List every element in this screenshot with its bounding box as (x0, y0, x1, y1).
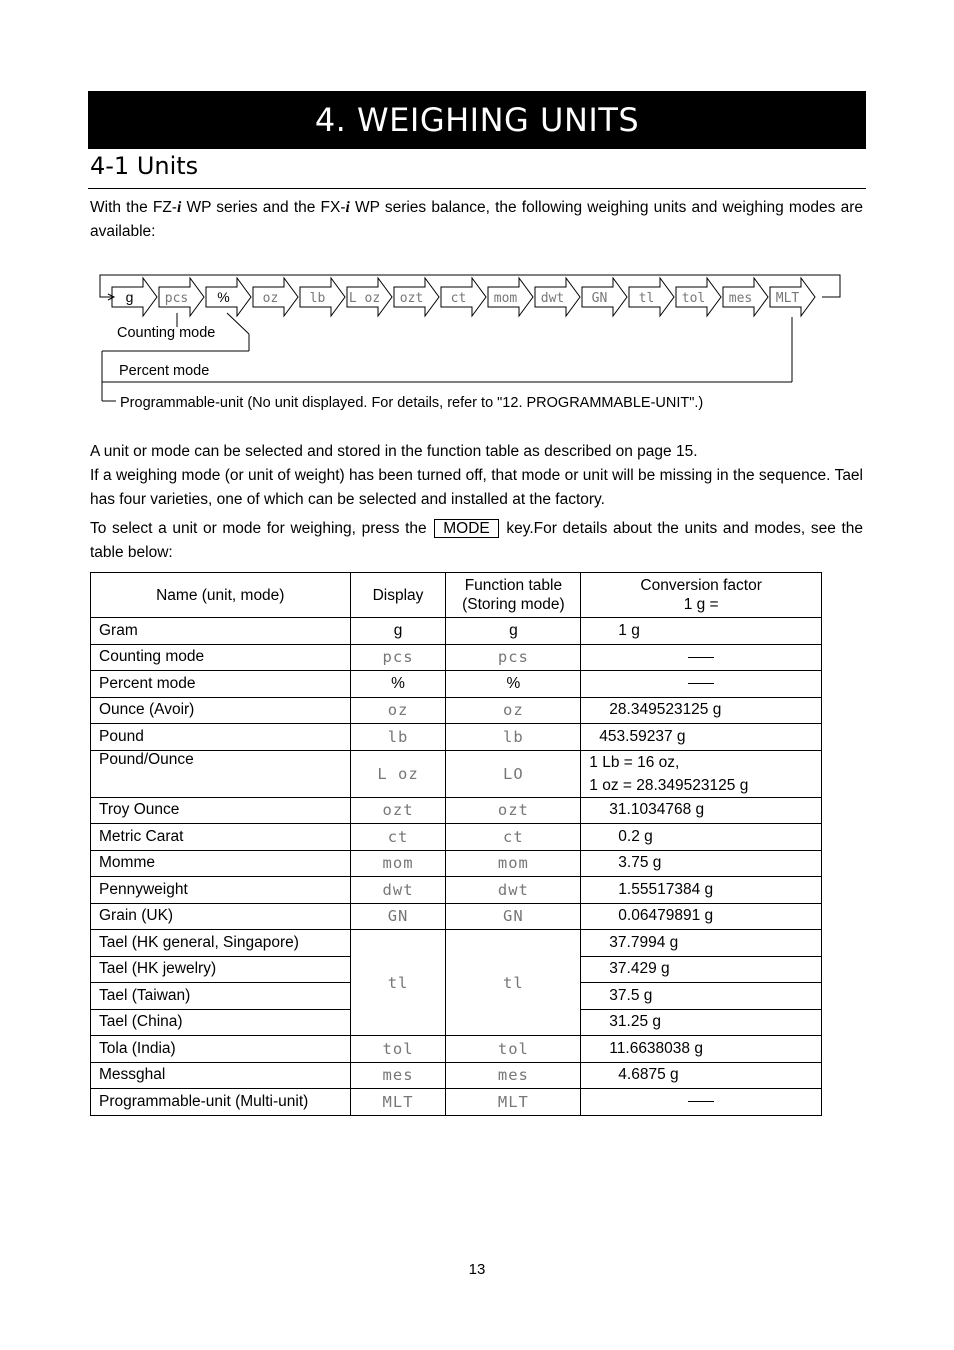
unit-label: ozt (399, 291, 424, 306)
dash-icon (688, 1101, 714, 1102)
unit-name-cell: Counting mode (91, 644, 351, 671)
intro-text-2: WP series and the FX- (181, 199, 346, 216)
table-row (91, 1089, 822, 1116)
conversion-cell: 11.6638038 g (581, 1036, 822, 1063)
function-cell: oz (446, 697, 581, 724)
unit-name-cell: Metric Carat (91, 824, 351, 851)
display-cell: tol (350, 1036, 446, 1063)
function-cell: g (446, 618, 581, 645)
conversion-cell: 453.59237 g (581, 724, 822, 751)
unit-label: oz (262, 291, 279, 306)
conversion-dash (581, 644, 822, 671)
conversion-cell: 37.5 g (581, 983, 822, 1010)
display-cell: lb (350, 724, 446, 751)
conversion-cell (581, 750, 822, 797)
unit-label: MLT (775, 291, 800, 306)
units-table (90, 572, 822, 1116)
display-cell: ct (350, 824, 446, 851)
unit-label: ct (450, 291, 467, 306)
unit-name-cell: Pennyweight (91, 877, 351, 904)
mode-key-text-1: To select a unit or mode for weighing, press the (90, 520, 427, 537)
display-cell: mom (350, 850, 446, 877)
intro-text-3: WP series balance, the following weighing units and weighing modes are available: (90, 199, 863, 240)
intro-italic-1: i (176, 199, 182, 216)
header-function (446, 573, 581, 618)
function-cell: lb (446, 724, 581, 751)
header-conversion-line2: 1 g = (683, 596, 719, 613)
page-number: 13 (468, 1261, 486, 1278)
header-display: Display (350, 573, 446, 618)
header-name: Name (unit, mode) (91, 573, 351, 618)
storage-paragraph: A unit or mode can be selected and stored in the function table as described on page 15. (90, 443, 698, 460)
display-cell: g (350, 618, 446, 645)
intro-italic-2: i (345, 199, 350, 216)
unit-label: mes (728, 291, 753, 306)
unit-name-cell: Tael (Taiwan) (91, 983, 351, 1010)
unit-label: % (217, 289, 230, 305)
conversion-cell: 37.7994 g (581, 930, 822, 957)
table-row (91, 618, 822, 645)
table-row (91, 697, 822, 724)
unit-name-cell: Programmable-unit (Multi-unit) (91, 1089, 351, 1116)
percent-mode-label: Percent mode (119, 363, 210, 379)
mode-key-text-2: key.For details about the units and modes, see the table below: (90, 520, 863, 561)
conversion-cell: 1.55517384 g (581, 877, 822, 904)
table-row (91, 903, 822, 930)
unit-name-cell: Momme (91, 850, 351, 877)
mode-key-paragraph (90, 517, 863, 565)
function-cell: ct (446, 824, 581, 851)
conversion-cell: 31.25 g (581, 1009, 822, 1036)
conversion-line2: 1 oz = 28.349523125 g (589, 776, 749, 794)
function-cell: LO (446, 750, 581, 797)
unit-label: dwt (540, 291, 565, 306)
intro-text-1: With the FZ- (90, 199, 177, 216)
display-cell: tl (350, 930, 446, 1036)
chapter-title: 4. WEIGHING UNITS (88, 91, 866, 149)
function-cell: GN (446, 903, 581, 930)
unit-label: lb (309, 291, 326, 306)
header-conversion (581, 573, 822, 618)
table-row (91, 850, 822, 877)
display-cell: MLT (350, 1089, 446, 1116)
table-row (91, 1036, 822, 1063)
display-cell: dwt (350, 877, 446, 904)
conversion-cell: 28.349523125 g (581, 697, 822, 724)
header-function-line2: (Storing mode) (462, 596, 565, 613)
unit-name-cell: Grain (UK) (91, 903, 351, 930)
table-row (91, 1062, 822, 1089)
unit-arrow-icon (112, 278, 157, 316)
conversion-cell: 1 g (581, 618, 822, 645)
unit-sequence-diagram (94, 270, 854, 420)
conversion-line1: 1 Lb = 16 oz, (589, 753, 680, 771)
function-cell: % (446, 671, 581, 698)
programmable-unit-label: Programmable-unit (No unit displayed. For details, refer to "12. PROGRAMMABLE-UNIT".) (120, 395, 704, 411)
dash-icon (688, 683, 714, 684)
display-cell: pcs (350, 644, 446, 671)
function-cell: ozt (446, 797, 581, 824)
unit-arrows (112, 278, 815, 316)
display-cell: oz (350, 697, 446, 724)
unit-label: pcs (164, 291, 189, 306)
dash-icon (688, 657, 714, 658)
unit-label: g (125, 289, 134, 305)
conversion-cell: 0.06479891 g (581, 903, 822, 930)
unit-label: L oz (348, 291, 381, 306)
unit-label: tl (638, 291, 655, 306)
unit-label: tol (681, 291, 706, 306)
header-conversion-line1: Conversion factor (640, 577, 762, 594)
units-table-body (91, 618, 822, 1116)
unit-name-cell: Gram (91, 618, 351, 645)
unit-name-cell: Ounce (Avoir) (91, 697, 351, 724)
unit-name-cell: Pound (91, 724, 351, 751)
conversion-cell: 37.429 g (581, 956, 822, 983)
unit-name-cell: Messghal (91, 1062, 351, 1089)
table-header-row (91, 573, 822, 618)
unit-name-cell: Tael (HK jewelry) (91, 956, 351, 983)
table-row (91, 930, 822, 957)
table-row (91, 797, 822, 824)
table-row (91, 671, 822, 698)
table-row (91, 750, 822, 797)
unit-name-cell: Percent mode (91, 671, 351, 698)
unit-name-cell: Troy Ounce (91, 797, 351, 824)
display-cell: mes (350, 1062, 446, 1089)
unit-label: mom (493, 291, 518, 306)
unit-name-cell: Pound/Ounce (91, 750, 351, 797)
section-divider (88, 188, 866, 189)
conversion-cell: 31.1034768 g (581, 797, 822, 824)
unit-name-cell: Tola (India) (91, 1036, 351, 1063)
mode-key-label: MODE (434, 519, 499, 538)
function-cell: tl (446, 930, 581, 1036)
unit-name-cell: Tael (HK general, Singapore) (91, 930, 351, 957)
display-cell: L oz (350, 750, 446, 797)
table-row (91, 877, 822, 904)
conversion-cell: 0.2 g (581, 824, 822, 851)
intro-paragraph (90, 196, 863, 244)
sequence-paragraph: If a weighing mode (or unit of weight) has been turned off, that mode or unit will be missing in the sequence. Tael has four varieties, one of which can be selected and installed at the factory. (90, 467, 863, 508)
function-cell: mom (446, 850, 581, 877)
conversion-cell: 3.75 g (581, 850, 822, 877)
function-cell: pcs (446, 644, 581, 671)
function-cell: dwt (446, 877, 581, 904)
section-title: 4-1 Units (90, 152, 199, 180)
function-cell: MLT (446, 1089, 581, 1116)
table-row (91, 824, 822, 851)
table-row (91, 644, 822, 671)
counting-bracket-diag (227, 313, 249, 334)
conversion-cell: 4.6875 g (581, 1062, 822, 1089)
function-cell: tol (446, 1036, 581, 1063)
display-cell: ozt (350, 797, 446, 824)
unit-name-cell: Tael (China) (91, 1009, 351, 1036)
header-function-line1: Function table (464, 577, 563, 594)
conversion-dash (581, 1089, 822, 1116)
table-row (91, 724, 822, 751)
function-cell: mes (446, 1062, 581, 1089)
unit-label: GN (591, 291, 608, 306)
display-cell: % (350, 671, 446, 698)
display-cell: GN (350, 903, 446, 930)
conversion-dash (581, 671, 822, 698)
counting-mode-label: Counting mode (117, 325, 216, 341)
